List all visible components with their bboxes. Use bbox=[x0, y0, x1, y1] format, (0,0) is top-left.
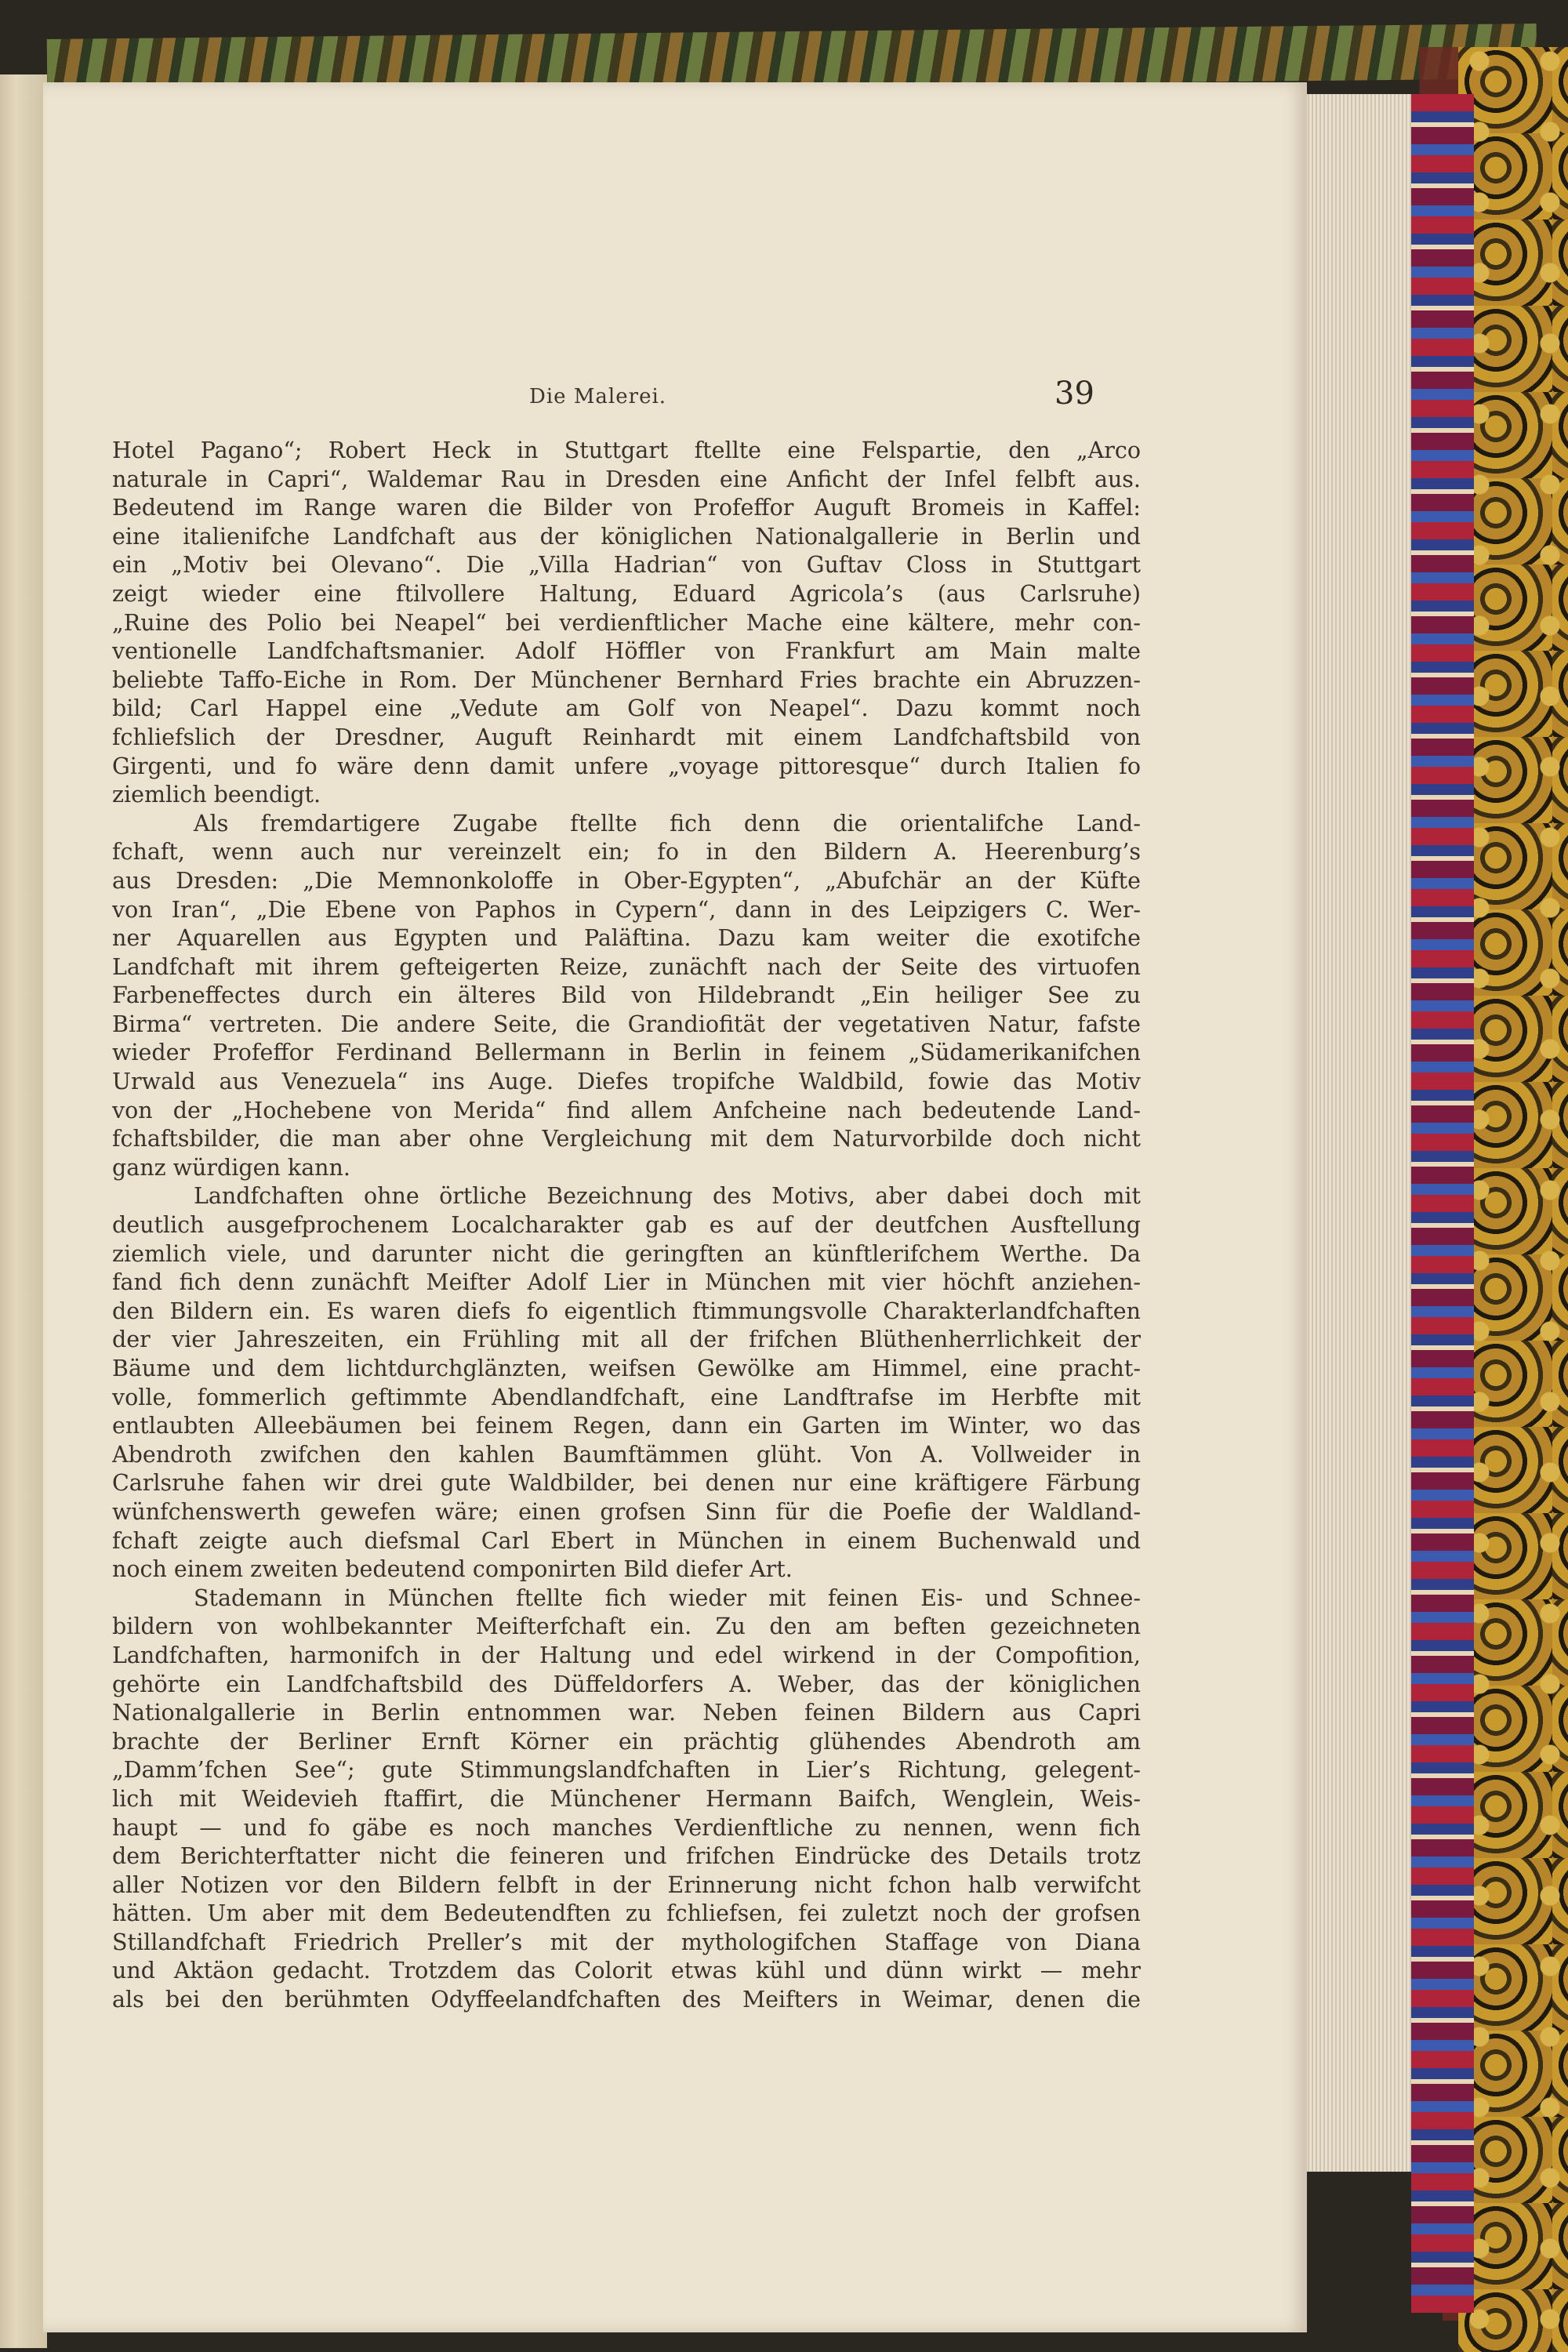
text-line: Girgenti, und fo wäre denn damit unfere „voyage pittoresque“ durch Italien fo bbox=[112, 753, 1141, 779]
text-line: entlaubten Alleebäumen bei feinem Regen, dann ein Garten im Winter, wo das bbox=[112, 1413, 1141, 1439]
text-line: Bäume und dem lichtdurchglänzten, weifsen Gewölke am Himmel, eine pracht- bbox=[112, 1356, 1141, 1381]
text-line: wieder Profeffor Ferdinand Bellermann in Berlin in feinem „Südamerikanifchen bbox=[112, 1040, 1141, 1066]
text-line: und Aktäon gedacht. Trotzdem das Colorit etwas kühl und dünn wirkt — mehr bbox=[112, 1958, 1141, 1984]
text-line: eine italienifche Landfchaft aus der königlichen Nationalgallerie in Berlin und bbox=[112, 523, 1141, 550]
text-line: dem Berichterftatter nicht die feineren und frifchen Eindrücke des Details trotz bbox=[112, 1843, 1141, 1870]
text-line: aus Dresden: „Die Memnonkoloffe in Ober-Egypten“, „Abufchär an der Küfte bbox=[112, 867, 1141, 894]
text-line: Landfchaft mit ihrem gefteigerten Reize, zunächft nach der Seite des virtuofen bbox=[112, 953, 1141, 980]
text-line: bild; Carl Happel eine „Vedute am Golf von Neapel“. Dazu kommt noch bbox=[112, 695, 1141, 722]
text-line: ganz würdigen kann. bbox=[112, 1154, 350, 1181]
text-line: Hotel Pagano“; Robert Heck in Stuttgart ftellte eine Felspartie, den „Arco bbox=[112, 437, 1141, 463]
text-line: bildern von wohlbekannter Meifterfchaft ein. Zu den am beften gezeichneten bbox=[112, 1613, 1141, 1640]
text-line: naturale in Capri“, Waldemar Rau in Dresden eine Anficht der Infel felbft aus. bbox=[112, 466, 1141, 492]
facing-page-edge bbox=[0, 74, 47, 2348]
text-line: von Iran“, „Die Ebene von Paphos in Cypern“, dann in des Leipzigers C. Wer- bbox=[112, 896, 1141, 923]
text-line: wünfchenswerth gewefen wäre; einen grofsen Sinn für die Poefie der Waldland- bbox=[112, 1498, 1141, 1525]
text-line: hätten. Um aber mit dem Bedeutendften zu fchliefsen, fei zuletzt noch der grofsen bbox=[112, 1900, 1141, 1927]
text-line: „Ruine des Polio bei Neapel“ bei verdienftlicher Mache eine kältere, mehr con- bbox=[112, 609, 1141, 636]
text-line: Stillandfchaft Friedrich Preller’s mit der mythologifchen Staffage von Diana bbox=[112, 1929, 1141, 1955]
text-line: Landfchaften ohne örtliche Bezeichnung des Motivs, aber dabei doch mit bbox=[194, 1183, 1141, 1210]
marbled-endpaper-band bbox=[1411, 94, 1474, 2313]
text-line: lich mit Weidevieh ftaffirt, die Münchener Hermann Baifch, Wenglein, Weis- bbox=[112, 1785, 1141, 1812]
text-line: volle, fommerlich geftimmte Abendlandfchaft, eine Landftrafse im Herbfte mit bbox=[112, 1384, 1141, 1410]
book-page bbox=[43, 82, 1307, 2332]
text-line: gehörte ein Landfchaftsbild des Düffeldorfers A. Weber, das der königlichen bbox=[112, 1671, 1141, 1697]
text-line: ein „Motiv bei Olevano“. Die „Villa Hadrian“ von Guftav Closs in Stuttgart bbox=[112, 552, 1141, 579]
text-line: deutlich ausgefprochenem Localcharakter gab es auf der deutfchen Ausftellung bbox=[112, 1212, 1141, 1239]
text-line: als bei den berühmten Odyffeelandfchaften des Meifters in Weimar, denen die bbox=[112, 1987, 1141, 2013]
marbled-cover-right bbox=[1458, 47, 1568, 2352]
chapter-title: Die Malerei. bbox=[529, 385, 667, 408]
body-text bbox=[112, 437, 1141, 2015]
text-line: Birma“ vertreten. Die andere Seite, die Grandiofität der vegetativen Natur, fafste bbox=[112, 1011, 1141, 1037]
text-line: „Damm’fchen See“; gute Stimmungslandfchaften in Lier’s Richtung, gelegent- bbox=[112, 1757, 1141, 1784]
text-line: Als fremdartigere Zugabe ftellte fich denn die orientalifche Land- bbox=[194, 810, 1141, 837]
text-line: ventionelle Landfchaftsmanier. Adolf Höffler von Frankfurt am Main malte bbox=[112, 638, 1141, 665]
text-line: Bedeutend im Range waren die Bilder von Profeffor Auguft Bromeis in Kaffel: bbox=[112, 495, 1141, 521]
text-line: aller Notizen vor den Bildern felbft in der Erinnerung nicht fchon halb verwifcht bbox=[112, 1871, 1141, 1898]
text-line: noch einem zweiten bedeutend componirten Bild diefer Art. bbox=[112, 1556, 793, 1583]
text-line: brachte der Berliner Ernft Körner ein prächtig glühendes Abendroth am bbox=[112, 1728, 1141, 1755]
text-line: von der „Hochebene von Merida“ find allem Anfcheine nach bedeutende Land- bbox=[112, 1097, 1141, 1123]
text-line: Stademann in München ftellte fich wieder mit feinen Eis- und Schnee- bbox=[194, 1584, 1141, 1611]
text-line: fand fich denn zunächft Meifter Adolf Lier in München mit vier höchft anziehen- bbox=[112, 1269, 1141, 1296]
text-line: der vier Jahreszeiten, ein Frühling mit all der frifchen Blüthenherrlichkeit der bbox=[112, 1327, 1141, 1353]
text-line: beliebte Taffo-Eiche in Rom. Der Münchener Bernhard Fries brachte ein Abruzzen- bbox=[112, 666, 1141, 693]
text-line: haupt — und fo gäbe es noch manches Verdienftliche zu nennen, wenn fich bbox=[112, 1814, 1141, 1841]
text-line: fchaft zeigte auch diefsmal Carl Ebert in München in einem Buchenwald und bbox=[112, 1527, 1141, 1554]
text-line: Farbeneffectes durch ein älteres Bild von Hildebrandt „Ein heiliger See zu bbox=[112, 982, 1141, 1009]
text-line: Nationalgallerie in Berlin entnommen war. Neben feinen Bildern aus Capri bbox=[112, 1700, 1141, 1726]
text-line: Landfchaften, harmonifch in der Haltung und edel wirkend in der Compofition, bbox=[112, 1642, 1141, 1668]
page-stack-edges bbox=[1305, 94, 1411, 2172]
page-number: 39 bbox=[1054, 376, 1094, 412]
text-line: ziemlich viele, und darunter nicht die geringften an künftlerifchem Werthe. Da bbox=[112, 1240, 1141, 1267]
text-line: fchaft, wenn auch nur vereinzelt ein; fo in den Bildern A. Heerenburg’s bbox=[112, 839, 1141, 866]
text-line: zeigt wieder eine ftilvollere Haltung, Eduard Agricola’s (aus Carlsruhe) bbox=[112, 580, 1141, 607]
text-line: Carlsruhe fahen wir drei gute Waldbilder, bei denen nur eine kräftigere Färbung bbox=[112, 1470, 1141, 1497]
running-head bbox=[43, 376, 1307, 421]
text-line: Urwald aus Venezuela“ ins Auge. Diefes tropifche Waldbild, fowie das Motiv bbox=[112, 1069, 1141, 1095]
text-line: ner Aquarellen aus Egypten und Paläftina. Dazu kam weiter die exotifche bbox=[112, 925, 1141, 952]
text-line: fchliefslich der Dresdner, Auguft Reinhardt mit einem Landfchaftsbild von bbox=[112, 724, 1141, 750]
text-line: Abendroth zwifchen den kahlen Baumftämmen glüht. Von A. Vollweider in bbox=[112, 1441, 1141, 1468]
text-line: fchaftsbilder, die man aber ohne Vergleichung mit dem Naturvorbilde doch nicht bbox=[112, 1126, 1141, 1152]
text-line: den Bildern ein. Es waren diefs fo eigentlich ftimmungsvolle Charakterlandfchaften bbox=[112, 1298, 1141, 1324]
text-line: ziemlich beendigt. bbox=[112, 782, 321, 808]
